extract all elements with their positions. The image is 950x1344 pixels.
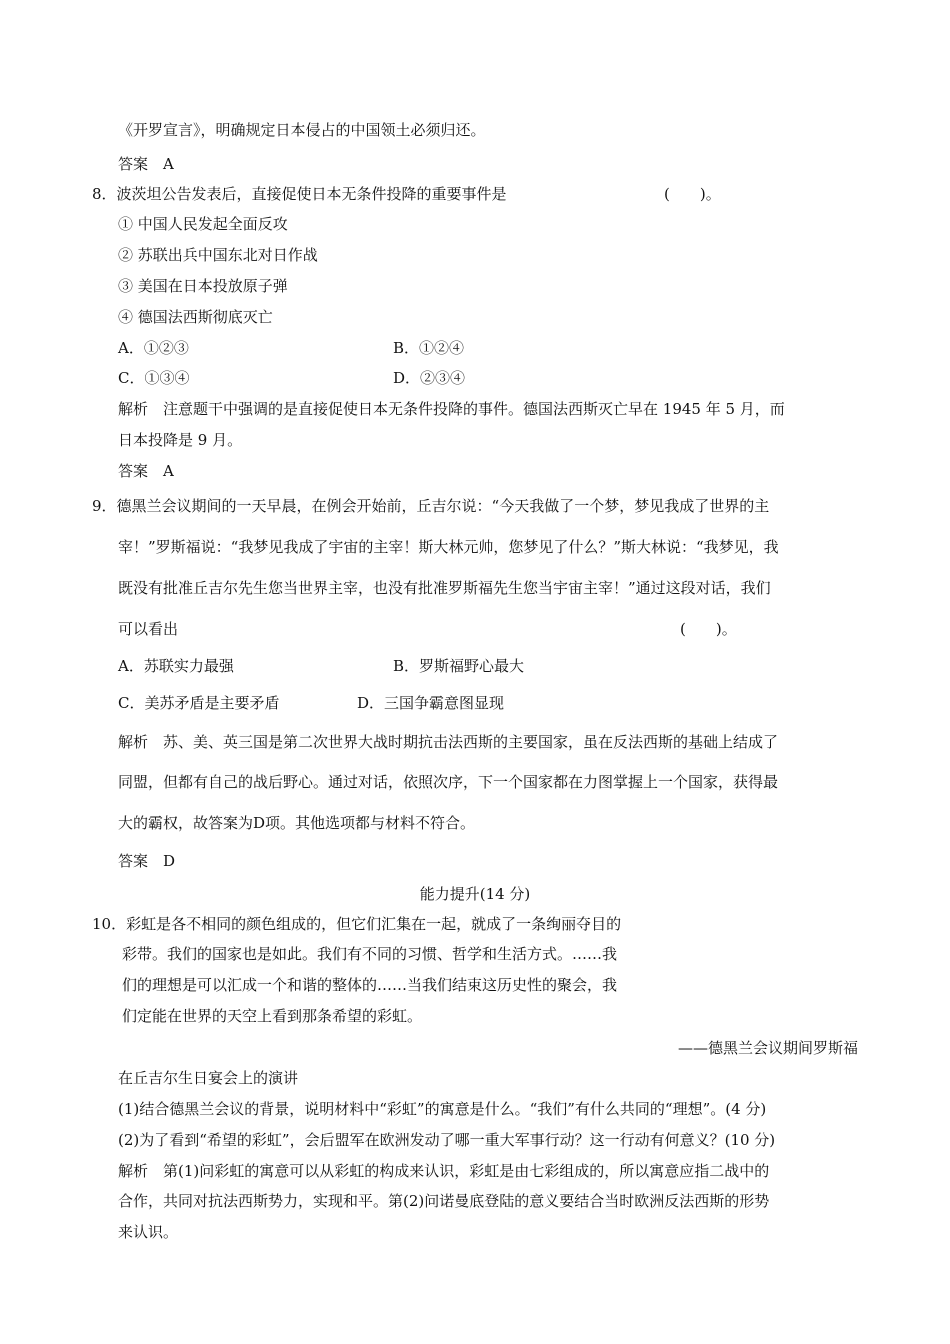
q9-option-a: A．苏联实力最强 <box>118 657 234 675</box>
q10-analysis-line-1: 解析 第(1)问彩虹的寓意可以从彩虹的构成来认识，彩虹是由七彩组成的，所以寓意应指二战中的 <box>118 1162 770 1180</box>
q10-subquestion-2: (2)为了看到“希望的彩虹”，会后盟军在欧洲发动了哪一重大军事行动？这一行动有何意义？(10 分) <box>118 1131 776 1149</box>
q8-blank: ( )。 <box>664 185 721 203</box>
q10-quote-line-1: 10．彩虹是各不相同的颜色组成的，但它们汇集在一起，就成了一条绚丽夺目的 <box>92 915 622 933</box>
q9-option-c: C．美苏矛盾是主要矛盾 <box>118 694 280 712</box>
q9-stem-line-2: 宰！”罗斯福说：“我梦见我成了宇宙的主宰！斯大林元帅，您梦见了什么？”斯大林说：“我梦见，我 <box>118 538 779 556</box>
q9-stem-line-4: 可以看出 <box>118 620 179 638</box>
section-title: 能力提升(14 分) <box>419 885 531 903</box>
q10-quote-line-2: 彩带。我们的国家也是如此。我们有不同的习惯、哲学和生活方式。……我 <box>122 945 618 963</box>
q9-option-d: D．三国争霸意图显现 <box>357 694 505 712</box>
q9-answer: 答案 D <box>118 852 176 870</box>
q9-analysis-line-2: 同盟，但都有自己的战后野心。通过对话，依照次序，下一个国家都在力图掌握上一个国家，获得最 <box>118 773 779 791</box>
q8-answer: 答案 A <box>118 462 174 480</box>
q7-answer: 答案 A <box>118 155 174 173</box>
q8-option-b: B．①②④ <box>393 339 465 357</box>
q8-item-4: ④ 德国法西斯彻底灭亡 <box>118 308 273 326</box>
q9-stem-line-3: 既没有批准丘吉尔先生您当世界主宰，也没有批准罗斯福先生您当宇宙主宰！”通过这段对话，我们 <box>118 579 771 597</box>
q9-analysis-line-3: 大的霸权，故答案为D项。其他选项都与材料不符合。 <box>118 814 476 832</box>
q8-option-a: A．①②③ <box>118 339 189 357</box>
q9-option-b: B．罗斯福野心最大 <box>393 657 525 675</box>
q10-source-2: 在丘吉尔生日宴会上的演讲 <box>118 1069 299 1087</box>
q8-item-1: ① 中国人民发起全面反攻 <box>118 215 288 233</box>
q8-analysis-line-1: 解析 注意题干中强调的是直接促使日本无条件投降的事件。德国法西斯灭亡早在 1945 年 5 月，而 <box>118 400 785 418</box>
q10-analysis-line-3: 来认识。 <box>118 1223 179 1241</box>
q8-option-c: C．①③④ <box>118 369 190 387</box>
q7-tail-text: 《开罗宣言》，明确规定日本侵占的中国领土必须归还。 <box>118 121 486 139</box>
q8-stem: 8．波茨坦公告发表后，直接促使日本无条件投降的重要事件是 <box>92 185 507 203</box>
q10-quote-line-3: 们的理想是可以汇成一个和谐的整体的……当我们结束这历史性的聚会，我 <box>122 976 618 994</box>
q10-subquestion-1: (1)结合德黑兰会议的背景，说明材料中“彩虹”的寓意是什么。“我们”有什么共同的“理想”。(4 分) <box>118 1100 767 1118</box>
q8-item-2: ② 苏联出兵中国东北对日作战 <box>118 246 318 264</box>
q9-stem-line-1: 9．德黑兰会议期间的一天早晨，在例会开始前，丘吉尔说：“今天我做了一个梦，梦见我成了世界的主 <box>92 497 770 515</box>
q8-analysis-line-2: 日本投降是 9 月。 <box>118 431 243 449</box>
q10-analysis-line-2: 合作，共同对抗法西斯势力，实现和平。第(2)问诺曼底登陆的意义要结合当时欧洲反法西斯的形势 <box>118 1192 770 1210</box>
q8-item-3: ③ 美国在日本投放原子弹 <box>118 277 288 295</box>
q9-blank: ( )。 <box>680 620 737 638</box>
q10-quote-line-4: 们定能在世界的天空上看到那条希望的彩虹。 <box>122 1007 423 1025</box>
q8-option-d: D．②③④ <box>393 369 466 387</box>
q9-analysis-line-1: 解析 苏、美、英三国是第二次世界大战时期抗击法西斯的主要国家，虽在反法西斯的基础上结成了 <box>118 733 779 751</box>
q10-source: ——德黑兰会议期间罗斯福 <box>677 1039 858 1057</box>
